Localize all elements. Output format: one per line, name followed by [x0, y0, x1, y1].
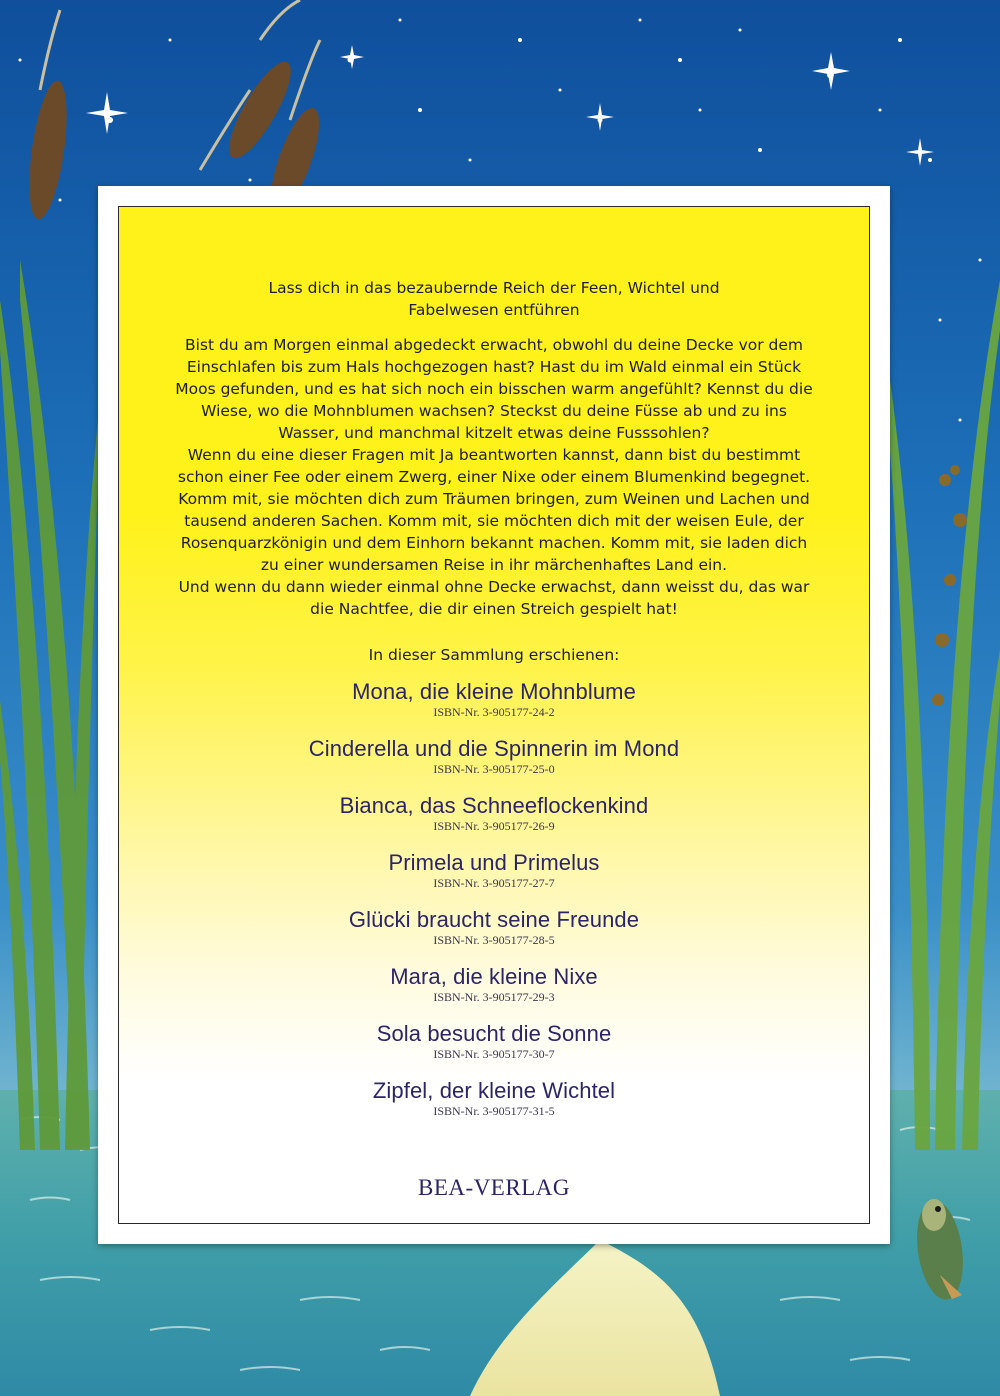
book-entry	[119, 793, 869, 850]
book-entry	[119, 1021, 869, 1078]
series-heading: In dieser Sammlung erschienen:	[368, 646, 620, 664]
book-title: Cinderella und die Spinnerin im Mond	[308, 736, 680, 761]
intro-body-line: Wiese, wo die Mohnblumen wachsen? Steckst du deine Füsse ab und zu ins	[201, 402, 787, 420]
book-title: Zipfel, der kleine Wichtel	[372, 1078, 616, 1103]
book-title: Mona, die kleine Mohnblume	[352, 679, 636, 704]
book-entry	[119, 850, 869, 907]
book-entry	[119, 964, 869, 1021]
intro-body-line: zu einer wundersamen Reise in ihr märchenhaftes Land ein.	[260, 556, 728, 574]
intro-body-line: Einschlafen bis zum Hals hochgezogen hast? Hast du im Wald einmal ein Stück	[186, 358, 802, 376]
publisher-name: BEA-VERLAG	[418, 1175, 570, 1200]
intro-body-line: Komm mit, sie möchten dich zum Träumen bringen, zum Weinen und Lachen und	[178, 490, 810, 508]
intro-body-line: schon einer Fee oder einem Zwerg, einer Nixe oder einem Blumenkind begegnet.	[177, 468, 811, 486]
book-entry	[119, 1078, 869, 1135]
intro-body-line: tausend anderen Sachen. Komm mit, sie möchten dich mit der weisen Eule, der	[184, 512, 804, 530]
info-panel	[98, 186, 890, 1244]
book-isbn: ISBN-Nr. 3-905177-30-7	[433, 1047, 555, 1061]
book-title: Bianca, das Schneeflockenkind	[339, 793, 649, 818]
book-title: Mara, die kleine Nixe	[390, 964, 598, 989]
book-title: Primela und Primelus	[388, 850, 600, 875]
intro-heading-line: Fabelwesen entführen	[408, 301, 580, 319]
book-title: Glücki braucht seine Freunde	[348, 907, 640, 932]
book-isbn: ISBN-Nr. 3-905177-29-3	[433, 990, 555, 1004]
book-entry	[119, 736, 869, 793]
book-title: Sola besucht die Sonne	[376, 1021, 612, 1046]
intro-body	[159, 334, 829, 620]
intro-body-line: Wasser, und manchmal kitzelt etwas deine Fusssohlen?	[278, 424, 710, 442]
book-isbn: ISBN-Nr. 3-905177-27-7	[433, 876, 555, 890]
book-list	[119, 679, 869, 1135]
intro-body-line: Bist du am Morgen einmal abgedeckt erwacht, obwohl du deine Decke vor dem	[184, 336, 804, 354]
book-entry	[119, 907, 869, 964]
book-entry	[119, 679, 869, 736]
intro-body-line: Moos gefunden, und es hat sich noch ein bisschen warm angefühlt? Kennst du die	[175, 380, 813, 398]
book-isbn: ISBN-Nr. 3-905177-28-5	[433, 933, 555, 947]
intro-body-line: Und wenn du dann wieder einmal ohne Decke erwachst, dann weisst du, das war	[178, 578, 810, 596]
book-isbn: ISBN-Nr. 3-905177-31-5	[433, 1104, 555, 1118]
intro-heading-line: Lass dich in das bezaubernde Reich der Feen, Wichtel und	[268, 279, 720, 297]
book-isbn: ISBN-Nr. 3-905177-26-9	[433, 819, 555, 833]
intro-body-line: Wenn du eine dieser Fragen mit Ja beantworten kannst, dann bist du bestimmt	[187, 446, 801, 464]
info-panel-content	[118, 206, 870, 1224]
intro-body-line: Rosenquarzkönigin und dem Einhorn bekannt machen. Komm mit, sie laden dich	[180, 534, 808, 552]
intro-heading	[119, 277, 869, 321]
intro-body-line: die Nachtfee, die dir einen Streich gespielt hat!	[310, 600, 678, 618]
book-isbn: ISBN-Nr. 3-905177-24-2	[433, 705, 555, 719]
book-isbn: ISBN-Nr. 3-905177-25-0	[433, 762, 555, 776]
